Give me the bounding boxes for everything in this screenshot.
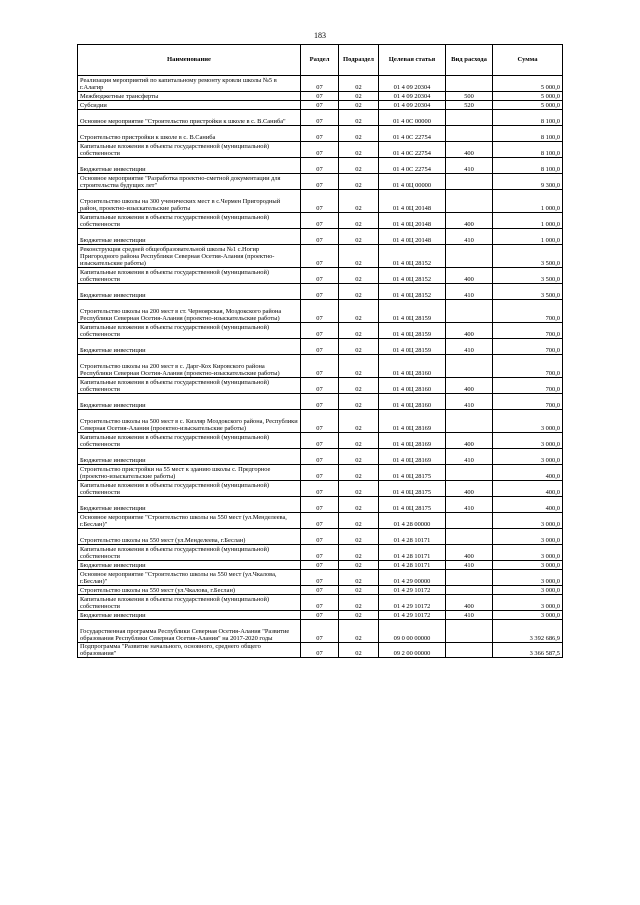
table-row (78, 158, 563, 174)
row-podrazdel-cell: 02 (339, 586, 379, 595)
row-podrazdel-cell: 02 (339, 142, 379, 158)
row-razdel-cell: 07 (301, 229, 339, 245)
table-row (78, 142, 563, 158)
table-row (78, 643, 563, 658)
row-podrazdel-cell: 02 (339, 213, 379, 229)
row-name-cell: Капитальные вложения в объекты государственной (муниципальной) собственности (78, 323, 301, 339)
row-name-cell: Строительство школы на 300 ученических мест в с.Чермен Пригородный район, проектно-изыскательские работы (78, 190, 301, 213)
row-code-cell: 01 4 0Ц 28160 (379, 355, 446, 378)
row-podrazdel-cell: 02 (339, 433, 379, 449)
row-vid-cell (446, 643, 493, 658)
row-name-cell: Капитальные вложения в объекты государственной (муниципальной) собственности (78, 378, 301, 394)
row-vid-cell: 410 (446, 449, 493, 465)
table-row (78, 410, 563, 433)
header-tselevaya: Целевая статья (379, 45, 446, 76)
row-vid-cell: 410 (446, 561, 493, 570)
row-podrazdel-cell: 02 (339, 245, 379, 268)
row-name-cell: Строительство школы на 500 мест в с. Кизляр Моздокского района, Республики Северная Осетия-Алания (проектно-изыскательские работы) (78, 410, 301, 433)
header-vid: Вид расхода (446, 45, 493, 76)
row-podrazdel-cell: 02 (339, 465, 379, 481)
row-podrazdel-cell: 02 (339, 110, 379, 126)
row-name-cell: Строительство пристройки к школе в с. В.Саниба (78, 126, 301, 142)
row-podrazdel-cell: 02 (339, 300, 379, 323)
row-code-cell: 01 4 0Ц 28159 (379, 323, 446, 339)
row-code-cell: 01 4 29 00000 (379, 570, 446, 586)
row-podrazdel-cell: 02 (339, 561, 379, 570)
row-razdel-cell: 07 (301, 110, 339, 126)
row-code-cell: 01 4 0С 00000 (379, 110, 446, 126)
row-sum-cell: 3 000,0 (493, 433, 563, 449)
row-podrazdel-cell: 02 (339, 611, 379, 620)
row-razdel-cell: 07 (301, 339, 339, 355)
table-row (78, 545, 563, 561)
row-vid-cell (446, 76, 493, 92)
row-sum-cell: 3 000,0 (493, 449, 563, 465)
row-code-cell: 01 4 0Ц 28159 (379, 300, 446, 323)
row-name-cell: Бюджетные инвестиции (78, 339, 301, 355)
row-name-cell: Капитальные вложения в объекты государственной (муниципальной) собственности (78, 433, 301, 449)
row-name-cell: Капитальные вложения в объекты государственной (муниципальной) собственности (78, 268, 301, 284)
row-code-cell: 01 4 0Ц 20148 (379, 229, 446, 245)
table-row (78, 481, 563, 497)
row-razdel-cell: 07 (301, 126, 339, 142)
row-vid-cell: 400 (446, 378, 493, 394)
table-row (78, 595, 563, 611)
row-name-cell: Бюджетные инвестиции (78, 497, 301, 513)
row-vid-cell (446, 620, 493, 643)
row-razdel-cell: 07 (301, 595, 339, 611)
row-name-cell: Подпрограмма "Развитие начального, основного, среднего общего образования" (78, 643, 301, 658)
page-number: 183 (314, 31, 326, 40)
row-podrazdel-cell: 02 (339, 229, 379, 245)
row-vid-cell: 400 (446, 545, 493, 561)
row-razdel-cell: 07 (301, 158, 339, 174)
header-razdel: Раздел (301, 45, 339, 76)
row-name-cell: Основное мероприятие "Строительство школы на 550 мест (ул.Чкалова, г.Беслан)" (78, 570, 301, 586)
table-row (78, 449, 563, 465)
row-podrazdel-cell: 02 (339, 76, 379, 92)
row-razdel-cell: 07 (301, 323, 339, 339)
row-vid-cell (446, 570, 493, 586)
row-vid-cell: 400 (446, 433, 493, 449)
row-podrazdel-cell: 02 (339, 595, 379, 611)
row-name-cell: Бюджетные инвестиции (78, 611, 301, 620)
header-summa: Сумма (493, 45, 563, 76)
row-code-cell: 01 4 0Ц 28169 (379, 433, 446, 449)
row-podrazdel-cell: 02 (339, 620, 379, 643)
table-row (78, 284, 563, 300)
row-razdel-cell: 07 (301, 394, 339, 410)
row-vid-cell (446, 355, 493, 378)
row-podrazdel-cell: 02 (339, 101, 379, 110)
row-name-cell: Капитальные вложения в объекты государственной (муниципальной) собственности (78, 481, 301, 497)
table-row (78, 300, 563, 323)
row-sum-cell: 8 100,0 (493, 126, 563, 142)
row-code-cell: 01 4 09 20304 (379, 92, 446, 101)
row-sum-cell: 3 500,0 (493, 284, 563, 300)
row-podrazdel-cell: 02 (339, 497, 379, 513)
row-code-cell: 01 4 29 10172 (379, 586, 446, 595)
row-vid-cell: 410 (446, 339, 493, 355)
row-code-cell: 01 4 0С 22754 (379, 158, 446, 174)
row-code-cell: 01 4 0Ц 28169 (379, 410, 446, 433)
table-row (78, 268, 563, 284)
row-code-cell: 01 4 0Ц 28175 (379, 481, 446, 497)
row-code-cell: 01 4 28 10171 (379, 529, 446, 545)
row-sum-cell: 700,0 (493, 323, 563, 339)
row-sum-cell: 8 100,0 (493, 110, 563, 126)
row-sum-cell: 3 000,0 (493, 529, 563, 545)
row-sum-cell: 700,0 (493, 355, 563, 378)
row-vid-cell (446, 586, 493, 595)
table-row (78, 620, 563, 643)
row-name-cell: Бюджетные инвестиции (78, 284, 301, 300)
row-razdel-cell: 07 (301, 410, 339, 433)
row-sum-cell: 1 000,0 (493, 229, 563, 245)
row-sum-cell: 3 000,0 (493, 586, 563, 595)
row-vid-cell: 400 (446, 323, 493, 339)
table-row (78, 174, 563, 190)
table-row (78, 126, 563, 142)
row-vid-cell (446, 174, 493, 190)
table-row (78, 378, 563, 394)
row-code-cell: 01 4 0С 22754 (379, 126, 446, 142)
row-vid-cell (446, 410, 493, 433)
row-vid-cell (446, 110, 493, 126)
row-name-cell: Капитальные вложения в объекты государственной (муниципальной) собственности (78, 142, 301, 158)
row-code-cell: 01 4 29 10172 (379, 595, 446, 611)
row-sum-cell: 3 000,0 (493, 513, 563, 529)
row-vid-cell: 400 (446, 481, 493, 497)
row-sum-cell: 3 000,0 (493, 545, 563, 561)
table-row (78, 570, 563, 586)
row-podrazdel-cell: 02 (339, 284, 379, 300)
table-row (78, 190, 563, 213)
row-code-cell: 01 4 0Ц 28159 (379, 339, 446, 355)
row-razdel-cell: 07 (301, 529, 339, 545)
row-podrazdel-cell: 02 (339, 529, 379, 545)
row-sum-cell: 3 500,0 (493, 245, 563, 268)
table-row (78, 92, 563, 101)
row-code-cell: 01 4 09 20304 (379, 76, 446, 92)
table-row (78, 213, 563, 229)
table-row (78, 323, 563, 339)
row-sum-cell: 1 000,0 (493, 213, 563, 229)
row-razdel-cell: 07 (301, 378, 339, 394)
row-vid-cell: 520 (446, 101, 493, 110)
row-name-cell: Реконструкция средней общеобразовательной школы №1 с.Ногир Пригородного района Республики Северная Осетия-Алания (проектно-изыскательские работы) (78, 245, 301, 268)
row-sum-cell: 5 000,0 (493, 92, 563, 101)
row-name-cell: Основное мероприятие "Строительство школы на 550 мест (ул.Менделеева, г.Беслан)" (78, 513, 301, 529)
row-sum-cell: 3 366 587,5 (493, 643, 563, 658)
row-code-cell: 09 0 00 00000 (379, 620, 446, 643)
header-name: Наименование (78, 45, 301, 76)
row-sum-cell: 1 000,0 (493, 190, 563, 213)
row-name-cell: Бюджетные инвестиции (78, 561, 301, 570)
row-code-cell: 01 4 0Ц 20148 (379, 190, 446, 213)
row-vid-cell: 410 (446, 394, 493, 410)
row-razdel-cell: 07 (301, 142, 339, 158)
row-razdel-cell: 07 (301, 213, 339, 229)
row-name-cell: Строительство школы на 550 мест (ул.Чкалова, г.Беслан) (78, 586, 301, 595)
row-name-cell: Бюджетные инвестиции (78, 158, 301, 174)
row-razdel-cell: 07 (301, 433, 339, 449)
row-sum-cell: 700,0 (493, 394, 563, 410)
row-razdel-cell: 07 (301, 570, 339, 586)
row-sum-cell: 3 000,0 (493, 570, 563, 586)
row-razdel-cell: 07 (301, 611, 339, 620)
row-podrazdel-cell: 02 (339, 410, 379, 433)
row-code-cell: 01 4 0Ц 28152 (379, 284, 446, 300)
table-row (78, 394, 563, 410)
row-razdel-cell: 07 (301, 245, 339, 268)
row-name-cell: Строительство пристройки на 55 мест к зданию школы с. Предгорное (проектно-изыскательские работы) (78, 465, 301, 481)
table-row (78, 355, 563, 378)
table-header-row (78, 45, 563, 76)
row-code-cell: 01 4 28 10171 (379, 561, 446, 570)
row-podrazdel-cell: 02 (339, 513, 379, 529)
row-code-cell: 01 4 0Ц 00000 (379, 174, 446, 190)
row-podrazdel-cell: 02 (339, 190, 379, 213)
row-vid-cell (446, 245, 493, 268)
row-code-cell: 09 2 00 00000 (379, 643, 446, 658)
row-name-cell: Капитальные вложения в объекты государственной (муниципальной) собственности (78, 213, 301, 229)
row-vid-cell: 410 (446, 284, 493, 300)
row-razdel-cell: 07 (301, 643, 339, 658)
table-row (78, 465, 563, 481)
row-name-cell: Основное мероприятие "Разработка проектно-сметной документации для строительства будущих лет" (78, 174, 301, 190)
row-vid-cell: 410 (446, 229, 493, 245)
row-vid-cell (446, 126, 493, 142)
row-razdel-cell: 07 (301, 620, 339, 643)
row-vid-cell: 400 (446, 595, 493, 611)
row-name-cell: Государственная программа Республики Северная Осетия-Алания "Развитие образования Республики Северная Осетия-Алания" на 2017-2020 годы (78, 620, 301, 643)
row-code-cell: 01 4 28 10171 (379, 545, 446, 561)
row-sum-cell: 700,0 (493, 378, 563, 394)
row-podrazdel-cell: 02 (339, 643, 379, 658)
table-row (78, 229, 563, 245)
row-podrazdel-cell: 02 (339, 545, 379, 561)
row-podrazdel-cell: 02 (339, 92, 379, 101)
table-row (78, 433, 563, 449)
row-code-cell: 01 4 09 20304 (379, 101, 446, 110)
row-vid-cell: 500 (446, 92, 493, 101)
budget-table (77, 44, 563, 658)
row-vid-cell (446, 465, 493, 481)
row-podrazdel-cell: 02 (339, 355, 379, 378)
row-podrazdel-cell: 02 (339, 339, 379, 355)
row-sum-cell: 3 000,0 (493, 561, 563, 570)
row-name-cell: Капитальные вложения в объекты государственной (муниципальной) собственности (78, 595, 301, 611)
row-code-cell: 01 4 0Ц 20148 (379, 213, 446, 229)
row-sum-cell: 400,0 (493, 497, 563, 513)
row-name-cell: Строительство школы на 550 мест (ул.Менделеева, г.Беслан) (78, 529, 301, 545)
row-razdel-cell: 07 (301, 513, 339, 529)
row-sum-cell: 700,0 (493, 339, 563, 355)
row-podrazdel-cell: 02 (339, 378, 379, 394)
row-podrazdel-cell: 02 (339, 481, 379, 497)
row-vid-cell: 410 (446, 611, 493, 620)
row-sum-cell: 3 500,0 (493, 268, 563, 284)
row-sum-cell: 700,0 (493, 300, 563, 323)
row-razdel-cell: 07 (301, 497, 339, 513)
row-name-cell: Бюджетные инвестиции (78, 394, 301, 410)
row-podrazdel-cell: 02 (339, 126, 379, 142)
row-razdel-cell: 07 (301, 174, 339, 190)
row-podrazdel-cell: 02 (339, 158, 379, 174)
table-row (78, 586, 563, 595)
row-podrazdel-cell: 02 (339, 394, 379, 410)
row-name-cell: Капитальные вложения в объекты государственной (муниципальной) собственности (78, 545, 301, 561)
row-code-cell: 01 4 0Ц 28169 (379, 449, 446, 465)
row-name-cell: Строительство школы на 200 мест в ст. Черноярская, Моздокского района Республики Северная Осетия-Алания (проектно-изыскательские работы) (78, 300, 301, 323)
row-name-cell: Реализация мероприятий по капитальному ремонту кровли школы №5 в г.Алагир (78, 76, 301, 92)
row-code-cell: 01 4 0Ц 28152 (379, 245, 446, 268)
row-razdel-cell: 07 (301, 268, 339, 284)
row-code-cell: 01 4 0Ц 28160 (379, 394, 446, 410)
row-vid-cell (446, 300, 493, 323)
table-body (78, 76, 563, 658)
row-code-cell: 01 4 0Ц 28160 (379, 378, 446, 394)
row-name-cell: Субсидии (78, 101, 301, 110)
row-razdel-cell: 07 (301, 76, 339, 92)
row-podrazdel-cell: 02 (339, 323, 379, 339)
row-razdel-cell: 07 (301, 449, 339, 465)
row-name-cell: Основное мероприятие "Строительство пристройки к школе в с. В.Саниба" (78, 110, 301, 126)
row-sum-cell: 400,0 (493, 465, 563, 481)
table-row (78, 245, 563, 268)
header-podrazdel: Подраздел (339, 45, 379, 76)
row-podrazdel-cell: 02 (339, 174, 379, 190)
row-code-cell: 01 4 28 00000 (379, 513, 446, 529)
row-sum-cell: 3 392 686,9 (493, 620, 563, 643)
table-row (78, 529, 563, 545)
row-code-cell: 01 4 0Ц 28175 (379, 497, 446, 513)
row-sum-cell: 5 000,0 (493, 76, 563, 92)
row-razdel-cell: 07 (301, 300, 339, 323)
row-razdel-cell: 07 (301, 101, 339, 110)
row-sum-cell: 8 100,0 (493, 158, 563, 174)
row-podrazdel-cell: 02 (339, 449, 379, 465)
table-row (78, 110, 563, 126)
row-razdel-cell: 07 (301, 545, 339, 561)
row-code-cell: 01 4 0Ц 28175 (379, 465, 446, 481)
row-sum-cell: 5 000,0 (493, 101, 563, 110)
row-code-cell: 01 4 29 10172 (379, 611, 446, 620)
row-sum-cell: 8 100,0 (493, 142, 563, 158)
row-sum-cell: 400,0 (493, 481, 563, 497)
row-razdel-cell: 07 (301, 481, 339, 497)
row-razdel-cell: 07 (301, 92, 339, 101)
row-name-cell: Бюджетные инвестиции (78, 229, 301, 245)
row-sum-cell: 3 000,0 (493, 410, 563, 433)
row-vid-cell: 400 (446, 213, 493, 229)
row-razdel-cell: 07 (301, 465, 339, 481)
row-vid-cell (446, 513, 493, 529)
row-razdel-cell: 07 (301, 355, 339, 378)
row-razdel-cell: 07 (301, 561, 339, 570)
row-vid-cell: 410 (446, 158, 493, 174)
row-code-cell: 01 4 0С 22754 (379, 142, 446, 158)
row-name-cell: Бюджетные инвестиции (78, 449, 301, 465)
table-row (78, 561, 563, 570)
table-row (78, 339, 563, 355)
table-row (78, 611, 563, 620)
row-vid-cell: 400 (446, 268, 493, 284)
row-vid-cell: 400 (446, 142, 493, 158)
table-row (78, 513, 563, 529)
row-razdel-cell: 07 (301, 586, 339, 595)
row-sum-cell: 9 300,0 (493, 174, 563, 190)
row-name-cell: Строительство школы на 200 мест в с. Дарг-Кох Кировского района Республики Северная Осетия-Алания (проектно-изыскательские работы) (78, 355, 301, 378)
row-name-cell: Межбюджетные трансферты (78, 92, 301, 101)
table-row (78, 101, 563, 110)
row-podrazdel-cell: 02 (339, 570, 379, 586)
row-podrazdel-cell: 02 (339, 268, 379, 284)
row-vid-cell (446, 190, 493, 213)
row-razdel-cell: 07 (301, 284, 339, 300)
row-razdel-cell: 07 (301, 190, 339, 213)
table-row (78, 497, 563, 513)
row-code-cell: 01 4 0Ц 28152 (379, 268, 446, 284)
table-row (78, 76, 563, 92)
row-sum-cell: 3 000,0 (493, 595, 563, 611)
row-sum-cell: 3 000,0 (493, 611, 563, 620)
row-vid-cell: 410 (446, 497, 493, 513)
row-vid-cell (446, 529, 493, 545)
